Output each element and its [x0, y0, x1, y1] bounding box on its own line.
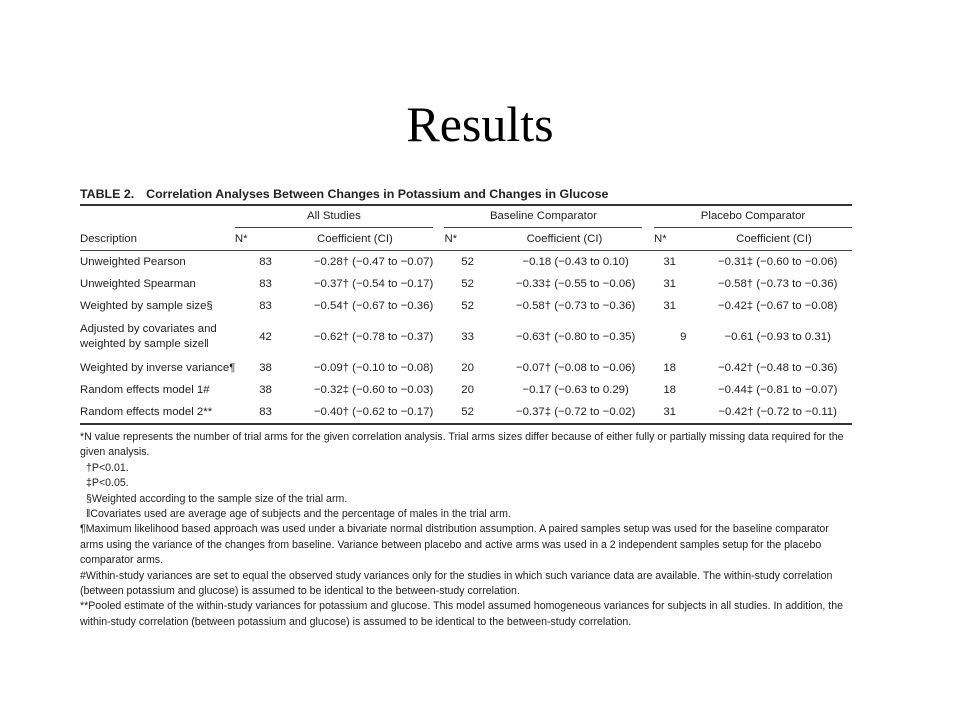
row-description: Adjusted by covariates and weighted by sample size‖	[80, 323, 217, 350]
cell-coefficient: −0.17 (−0.63 to 0.29)	[522, 384, 629, 396]
cell-n: 20	[461, 384, 474, 396]
table-header	[80, 206, 852, 250]
footnote: §Weighted according to the sample size of the trial arm.	[86, 492, 348, 505]
table-row	[80, 295, 852, 317]
row-description: Random effects model 2**	[80, 406, 213, 418]
footnote: ‡P<0.05.	[86, 477, 129, 490]
header-description: Description	[80, 233, 137, 245]
cell-coefficient: −0.63† (−0.80 to −0.35)	[515, 331, 636, 343]
cell-n: 83	[259, 300, 272, 312]
table-label: TABLE 2.	[80, 187, 135, 201]
table-caption-text: Correlation Analyses Between Changes in Potassium and Changes in Glucose	[146, 187, 609, 201]
group-all-studies	[235, 205, 433, 250]
cell-n: 38	[259, 362, 272, 374]
cell-n: 31	[663, 256, 676, 268]
table-row	[80, 273, 852, 295]
cell-n: 20	[461, 362, 474, 374]
cell-n: 18	[663, 362, 676, 374]
cell-coefficient: −0.58† (−0.73 to −0.36)	[717, 278, 838, 290]
row-description: Random effects model 1#	[80, 384, 210, 396]
row-description: Weighted by inverse variance¶	[80, 362, 236, 374]
cell-n: 18	[663, 384, 676, 396]
cell-n: 83	[259, 278, 272, 290]
row-description: Weighted by sample size§	[80, 300, 213, 312]
footnote: **Pooled estimate of the within-study variances for potassium and glucose. This model assumed homogeneous variances for subjects in all studies. In addition, the within-study correlation (between potassium and glucose) is assumed to be identical to the between-study correlation.	[80, 600, 843, 628]
cell-n: 9	[680, 331, 687, 343]
group-placebo-comparator	[654, 205, 852, 250]
table-row	[80, 379, 852, 401]
cell-coefficient: −0.62† (−0.78 to −0.37)	[313, 331, 434, 343]
cell-coefficient: −0.61 (−0.93 to 0.31)	[724, 331, 831, 343]
header-n: N*	[444, 233, 458, 245]
row-description: Unweighted Pearson	[80, 256, 186, 268]
cell-coefficient: −0.31‡ (−0.60 to −0.06)	[717, 256, 838, 268]
table-row	[80, 251, 852, 273]
cell-n: 33	[461, 331, 474, 343]
cell-n: 52	[461, 256, 474, 268]
cell-n: 38	[259, 384, 272, 396]
cell-coefficient: −0.42‡ (−0.67 to −0.08)	[717, 300, 838, 312]
cell-coefficient: −0.32‡ (−0.60 to −0.03)	[313, 384, 434, 396]
cell-n: 83	[259, 406, 272, 418]
footnote: †P<0.01.	[86, 461, 129, 474]
footnote: ¶Maximum likelihood based approach was used under a bivariate normal distribution assumption. A paired samples setup was used for the baseline comparator arms using the variance of the changes from baseline. Variance between placebo and active arms was used in a 2 independent samples setup for the placebo comparator arms.	[80, 523, 829, 567]
footnote: *N value represents the number of trial arms for the given correlation analysis. Trial arms sizes differ because of either fully or partially missing data required for the given analysis.	[80, 431, 844, 459]
cell-coefficient: −0.28† (−0.47 to −0.07)	[313, 256, 434, 268]
cell-n: 31	[663, 278, 676, 290]
header-n: N*	[234, 233, 248, 245]
cell-n: 52	[461, 300, 474, 312]
cell-n: 52	[461, 278, 474, 290]
cell-coefficient: −0.18 (−0.43 to 0.10)	[522, 256, 629, 268]
table-footnotes	[80, 430, 852, 630]
cell-n: 31	[663, 300, 676, 312]
group-label: All Studies	[307, 210, 361, 222]
cell-coefficient: −0.58† (−0.73 to −0.36)	[515, 300, 636, 312]
bottom-rule	[80, 423, 852, 425]
group-label: Baseline Comparator	[489, 210, 597, 222]
cell-n: 42	[259, 331, 272, 343]
cell-coefficient: −0.07† (−0.08 to −0.06)	[515, 362, 636, 374]
cell-coefficient: −0.54† (−0.67 to −0.36)	[313, 300, 434, 312]
group-baseline-comparator	[444, 205, 642, 250]
cell-coefficient: −0.37‡ (−0.72 to −0.02)	[515, 406, 636, 418]
header-coefficient: Coefficient (CI)	[736, 233, 812, 245]
footnote: #Within-study variances are set to equal the observed study variances only for the studies in which such variance data are available. The within-study correlation (between potassium and glucose) is assumed to be identical to the between-study correlation.	[80, 569, 833, 598]
header-coefficient: Coefficient (CI)	[526, 233, 603, 245]
row-description: Unweighted Spearman	[80, 278, 196, 290]
cell-coefficient: −0.42† (−0.72 to −0.11)	[718, 406, 837, 418]
header-coefficient: Coefficient (CI)	[317, 233, 393, 245]
cell-coefficient: −0.44‡ (−0.81 to −0.07)	[717, 384, 838, 396]
header-n: N*	[653, 233, 667, 245]
table-row	[80, 317, 852, 357]
group-label: Placebo Comparator	[700, 210, 806, 222]
results-table	[80, 184, 852, 630]
cell-coefficient: −0.09† (−0.10 to −0.08)	[313, 362, 434, 374]
slide-title: Results	[406, 96, 554, 152]
cell-coefficient: −0.33‡ (−0.55 to −0.06)	[515, 278, 636, 290]
cell-coefficient: −0.40† (−0.62 to −0.17)	[313, 406, 434, 418]
footnote: ‖Covariates used are average age of subjects and the percentage of males in the trial arm.	[86, 508, 511, 521]
cell-coefficient: −0.42† (−0.48 to −0.36)	[717, 362, 838, 374]
table-caption	[80, 184, 852, 204]
cell-n: 31	[663, 406, 676, 418]
cell-n: 83	[259, 256, 272, 268]
cell-coefficient: −0.37† (−0.54 to −0.17)	[313, 278, 434, 290]
cell-n: 52	[461, 406, 474, 418]
table-row	[80, 401, 852, 423]
table-row	[80, 357, 852, 379]
